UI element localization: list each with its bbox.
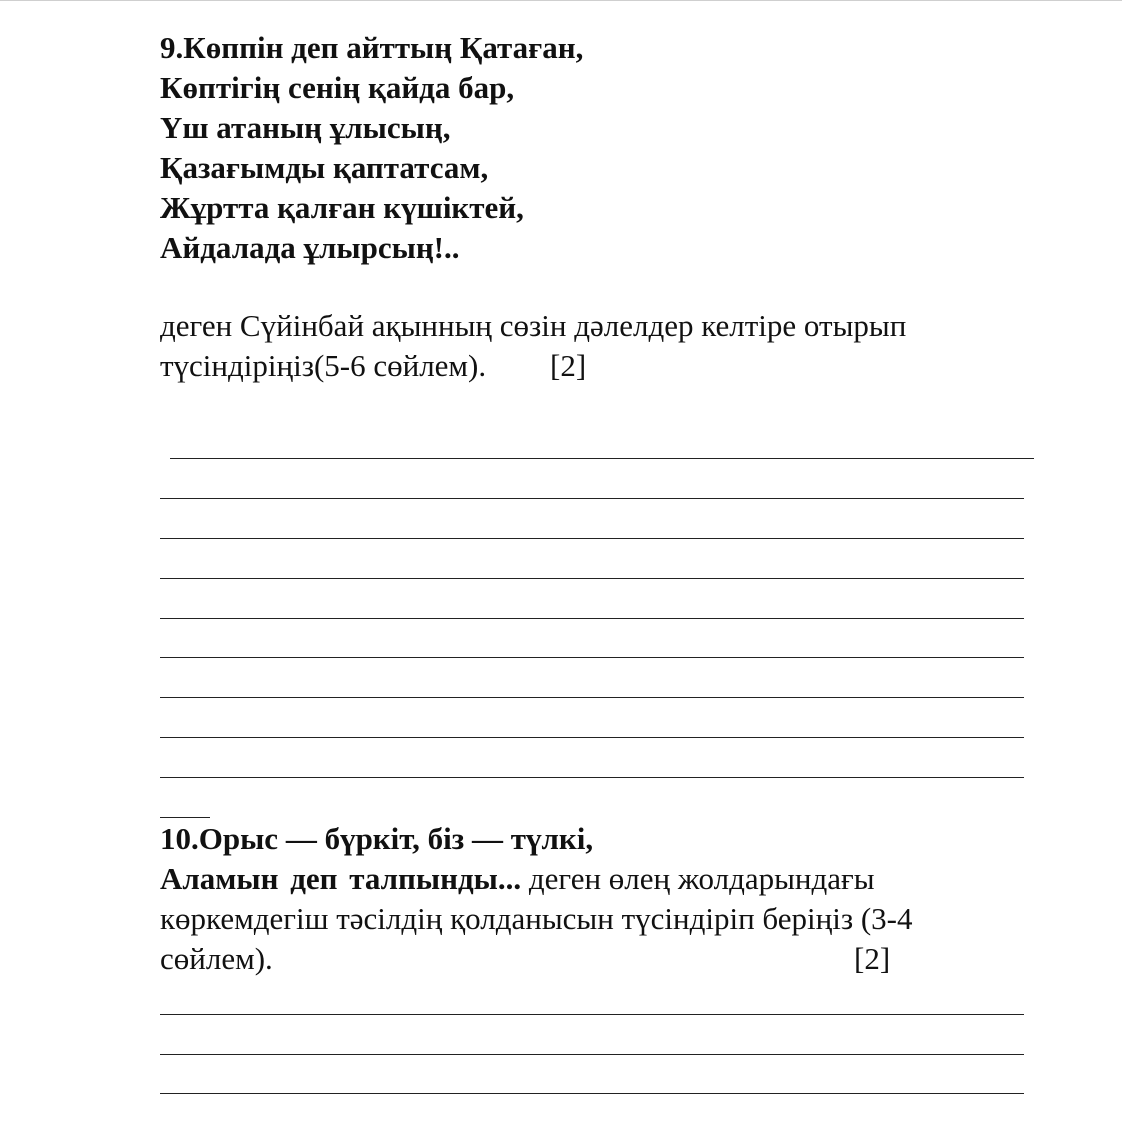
q9-poem-line-4: Қазағымды қаптатсам,: [160, 150, 489, 185]
q9-poem-line-1: 9.Көппін деп айттың Қатаған,: [160, 30, 584, 65]
answer-line[interactable]: [160, 777, 1024, 778]
q10-poem-line-1: 10.Орыс — бүркіт, біз — түлкі,: [160, 821, 594, 856]
answer-line[interactable]: [160, 618, 1024, 619]
answer-line[interactable]: [160, 538, 1024, 539]
answer-line[interactable]: [160, 1093, 1024, 1094]
answer-line[interactable]: [160, 1054, 1024, 1055]
answer-line[interactable]: [160, 1014, 1024, 1015]
q9-task-line-1: деген Сүйінбай ақынның сөзін дәлелдер келтіре отырып: [160, 308, 907, 343]
page-top-border: [0, 0, 1122, 1]
q10-poem-line-2: Аламын деп талпынды...: [160, 861, 522, 896]
answer-line[interactable]: [160, 737, 1024, 738]
q10-task-line-1: деген өлең жолдарындағы: [521, 861, 875, 896]
q10-task-line-2: көркемдегіш тәсілдің қолданысын түсіндіріп беріңіз (3-4: [160, 901, 913, 936]
q9-poem-line-5: Жұртта қалған күшіктей,: [160, 190, 524, 225]
q10-marks: [2]: [854, 941, 891, 976]
answer-line-short[interactable]: [160, 817, 210, 818]
q9-poem-line-3: Үш атаның ұлысың,: [160, 110, 451, 145]
answer-line[interactable]: [170, 458, 1034, 459]
answer-line[interactable]: [160, 657, 1024, 658]
answer-line[interactable]: [160, 498, 1024, 499]
q10-line-2: [160, 859, 875, 899]
q9-marks: [2]: [550, 348, 587, 383]
q9-task-line-2: түсіндіріңіз(5-6 сөйлем).: [160, 348, 487, 383]
q9-poem-line-6: Айдалада ұлырсың!..: [160, 230, 460, 265]
answer-line[interactable]: [160, 578, 1024, 579]
q9-poem-line-2: Көптігің сенің қайда бар,: [160, 70, 515, 105]
q10-task-line-3: сөйлем).: [160, 941, 273, 976]
answer-line[interactable]: [160, 697, 1024, 698]
